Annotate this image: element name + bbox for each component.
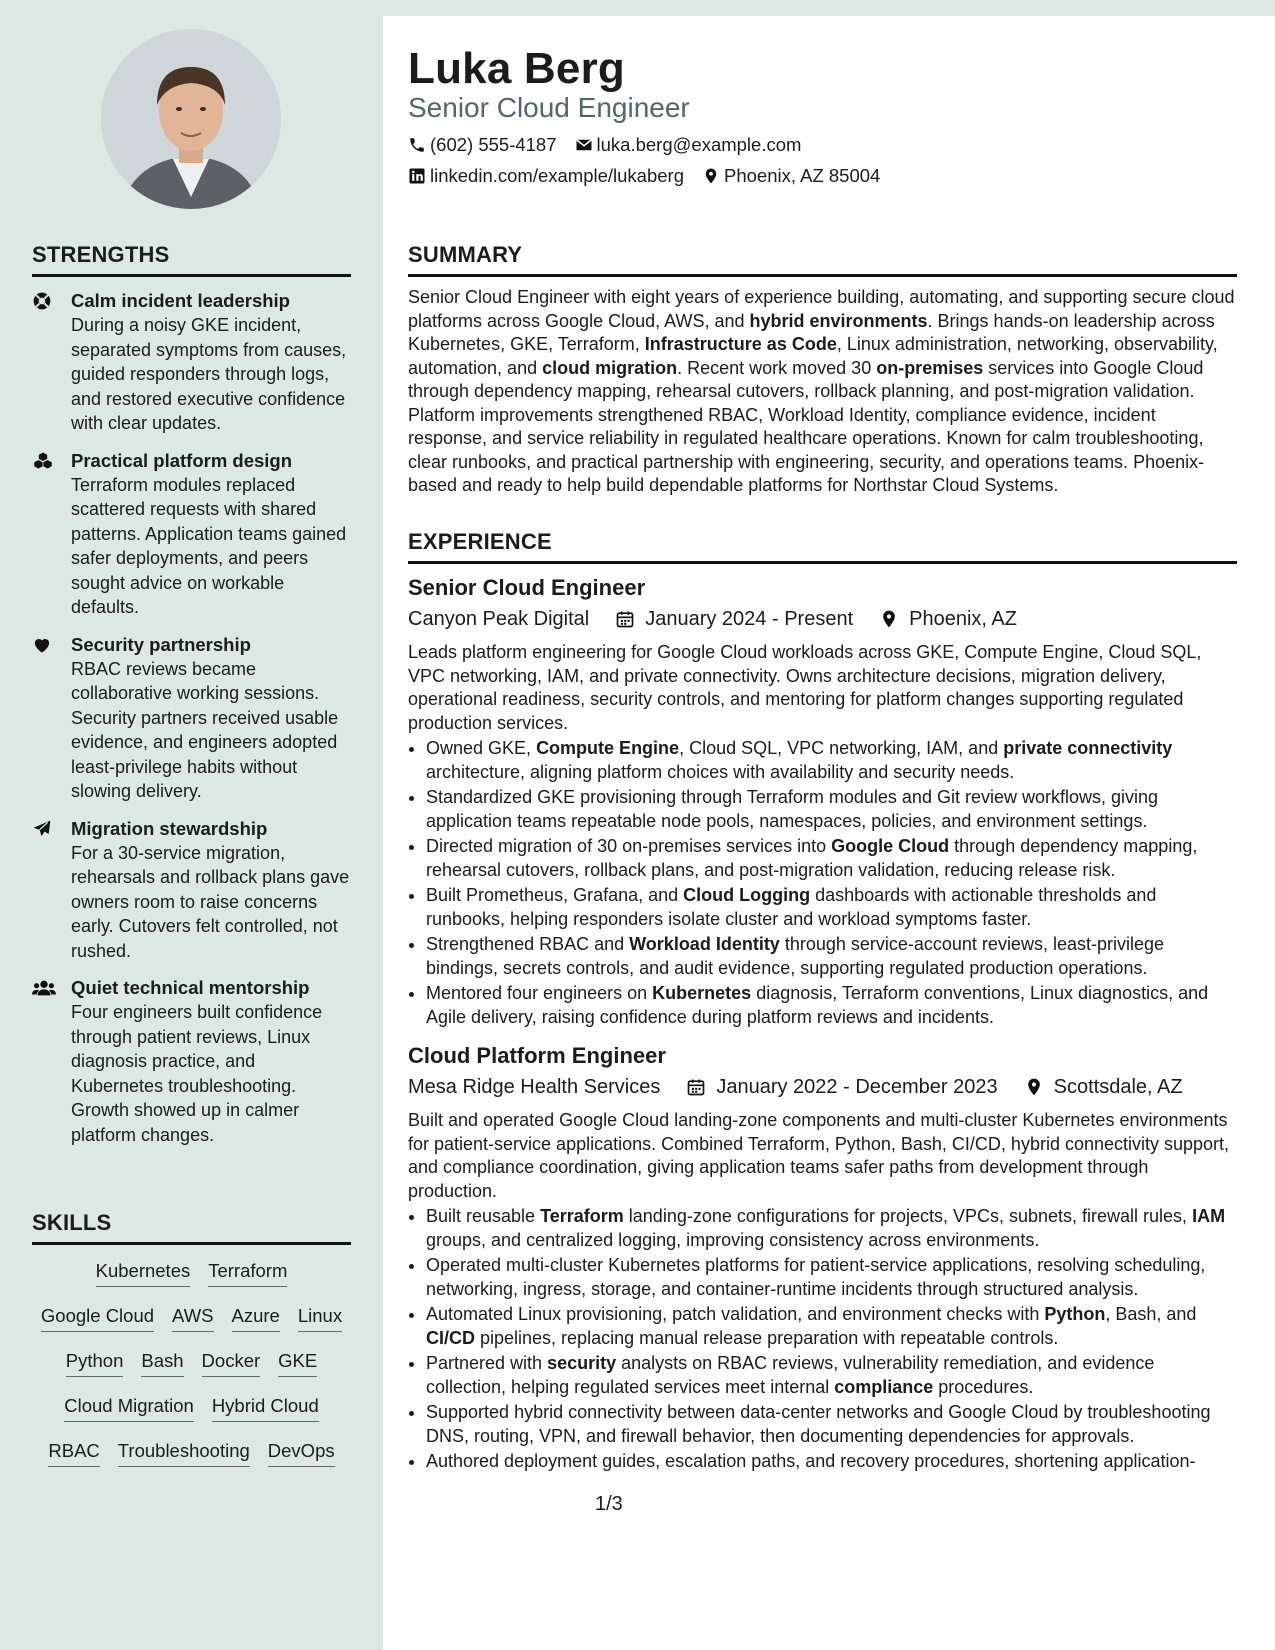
bold-phrase: security [547, 1353, 617, 1373]
jobs-list [408, 574, 1237, 1474]
bold-phrase: IAM [1192, 1206, 1226, 1226]
bold-phrase: on-premises [876, 357, 984, 378]
summary-heading: SUMMARY [408, 242, 1237, 277]
text-run: diagnosis, Terraform conventions, Linux diagnostics, and Agile delivery, raising confidence during platform reviews and incidents. [426, 983, 1209, 1027]
text-run: . Recent work moved 30 [677, 357, 877, 378]
job-bullet [426, 1352, 1237, 1399]
skill-tag: RBAC [48, 1439, 99, 1467]
strength-desc: For a 30-service migration, rehearsals and rollback plans gave owners room to raise concerns early. Cutovers felt controlled, not rushed. [71, 842, 350, 961]
summary-text [408, 286, 1237, 498]
job-bullet [426, 1254, 1237, 1301]
skill-tag: Terraform [208, 1259, 287, 1287]
skill-row [32, 1349, 351, 1377]
job-bullet [426, 737, 1237, 784]
calendar-icon [686, 1077, 706, 1097]
text-run: through dependency mapping, rehearsal cutovers, rollback plans, and post-migration validation, reducing release risk. [426, 836, 1198, 880]
skill-tag: DevOps [268, 1439, 335, 1467]
cubes-icon [32, 451, 54, 471]
experience-heading: EXPERIENCE [408, 529, 1237, 564]
text-run: procedures. [933, 1376, 1034, 1397]
strengths-section [32, 242, 351, 1160]
skills-section [32, 1210, 351, 1484]
heart-icon [32, 635, 54, 655]
skill-tag: GKE [278, 1349, 317, 1377]
skill-row [32, 1259, 351, 1287]
strength-item [32, 817, 351, 964]
bold-phrase: Google Cloud [831, 836, 950, 856]
skill-tag: Linux [298, 1304, 342, 1332]
text-run: Operated multi-cluster Kubernetes platforms for patient-service applications, resolving scheduling, networking, ingress, storage, and container-runtime incidents through structured analysis. [426, 1255, 1206, 1299]
text-run: , Bash, and [1105, 1304, 1197, 1324]
job-bullet [426, 933, 1237, 980]
text-run: Built Prometheus, Grafana, and [426, 885, 684, 905]
text-run: pipelines, replacing manual release preparation with repeatable controls. [475, 1327, 1059, 1348]
job-bullet [426, 982, 1237, 1029]
text-run: Standardized GKE provisioning through Terraform modules and Git review workflows, giving application teams repeatable node pools, namespaces, policies, and environment settings. [426, 787, 1159, 831]
job-title: Senior Cloud Engineer [408, 575, 646, 600]
text-run: , Linux administration, networking, observability, automation, and [408, 334, 1218, 378]
skill-row [32, 1439, 351, 1467]
strength-title: Practical platform design [71, 449, 293, 471]
text-run: Mentored four engineers on [426, 983, 653, 1003]
strength-item [32, 449, 351, 620]
job-entry [408, 574, 1237, 1029]
text-run: Partnered with [426, 1353, 548, 1373]
skills-list [32, 1259, 351, 1467]
location-text: Phoenix, AZ 85004 [724, 165, 881, 186]
bold-phrase: Python [1044, 1304, 1106, 1324]
job-dates: January 2024 - Present [645, 608, 854, 630]
strength-desc: RBAC reviews became collaborative working sessions. Security partners received usable evidence, and engineers adopted least-privilege habits without slowing delivery. [71, 658, 339, 801]
contact-row-1 [408, 134, 801, 156]
skill-tag: Bash [141, 1349, 183, 1377]
paper-plane-icon [32, 819, 54, 839]
job-entry [408, 1042, 1237, 1474]
phone-icon [408, 136, 426, 154]
candidate-name: Luka Berg [408, 44, 625, 93]
skill-row [32, 1394, 351, 1422]
bold-phrase: compliance [834, 1376, 934, 1397]
skill-tag: Hybrid Cloud [212, 1394, 319, 1422]
text-run: Authored deployment guides, escalation paths, and recovery procedures, shortening application- [426, 1451, 1196, 1471]
experience-section [408, 529, 1237, 1476]
job-location: Scottsdale, AZ [1053, 1076, 1183, 1098]
job-meta [408, 605, 1237, 633]
job-title: Cloud Platform Engineer [408, 1043, 666, 1068]
skills-heading: SKILLS [32, 1210, 351, 1245]
job-bullet [426, 1450, 1237, 1474]
strengths-heading: STRENGTHS [32, 242, 351, 277]
strength-desc: During a noisy GKE incident, separated symptoms from causes, guided responders through logs, and restored executive confidence with clear updates. [71, 315, 347, 433]
strength-item [32, 633, 351, 804]
bold-phrase: Cloud Logging [683, 885, 811, 905]
text-run: landing-zone configurations for projects, VPCs, subnets, firewall rules, [623, 1206, 1193, 1226]
job-bullets [408, 1205, 1237, 1474]
job-bullet [426, 1401, 1237, 1448]
text-run: Built reusable [426, 1206, 541, 1226]
job-description: Built and operated Google Cloud landing-zone components and multi-cluster Kubernetes environments for patient-service applications. Combined Terraform, Python, Bash, CI/CD, hybrid connectivity support, and compliance coordination, giving application teams safer paths from development through production. [408, 1110, 1230, 1201]
bold-phrase: Infrastructure as Code [644, 334, 837, 354]
bold-phrase: Compute Engine [536, 738, 680, 758]
skill-tag: Python [66, 1349, 124, 1377]
skill-tag: Google Cloud [41, 1304, 154, 1332]
skill-tag: Troubleshooting [118, 1439, 250, 1467]
phone-number[interactable]: (602) 555-4187 [430, 134, 557, 155]
job-bullet [426, 835, 1237, 882]
job-meta [408, 1073, 1237, 1101]
strength-title: Quiet technical mentorship [71, 977, 310, 998]
strength-desc: Four engineers built confidence through patient reviews, Linux diagnosis practice, and Kubernetes troubleshooting. Growth showed up in calmer platform changes. [71, 1002, 323, 1145]
calendar-icon [615, 609, 635, 629]
job-dates: January 2022 - December 2023 [716, 1076, 998, 1098]
users-icon [32, 978, 54, 998]
skill-tag: Kubernetes [96, 1259, 191, 1287]
text-run: architecture, aligning platform choices with availability and security needs. [426, 761, 1015, 782]
text-run: Owned GKE, [426, 738, 537, 758]
skill-tag: Azure [232, 1304, 280, 1332]
job-bullets [408, 737, 1237, 1029]
profile-photo [101, 29, 281, 209]
text-run: analysts on RBAC reviews, vulnerability remediation, and evidence collection, helping regulated services meet internal [426, 1353, 1155, 1397]
text-run: . Brings hands-on leadership across Kubernetes, GKE, Terraform, [408, 310, 1215, 354]
job-company: Canyon Peak Digital [408, 608, 590, 630]
text-run: groups, and centralized logging, improving consistency across environments. [426, 1229, 1040, 1250]
bold-phrase: Workload Identity [629, 934, 780, 954]
skill-row [32, 1304, 351, 1332]
job-company: Mesa Ridge Health Services [408, 1076, 661, 1098]
skill-tag: Docker [202, 1349, 261, 1377]
bold-phrase: CI/CD [426, 1327, 475, 1348]
envelope-icon [575, 136, 593, 154]
strength-item [32, 289, 351, 436]
strength-title: Calm incident leadership [71, 290, 290, 311]
bold-phrase: private connectivity [1003, 738, 1173, 758]
text-run: Strengthened RBAC and [426, 934, 630, 954]
map-pin-icon [1024, 1077, 1044, 1097]
job-bullet [426, 786, 1237, 833]
bold-phrase: Terraform [540, 1206, 624, 1226]
text-run: through service-account reviews, least-privilege bindings, secrets controls, and audit evidence, supporting regulated production operations. [426, 934, 1164, 978]
job-location: Phoenix, AZ [909, 608, 1017, 630]
job-bullet [426, 884, 1237, 931]
life-ring-icon [32, 291, 54, 311]
text-run: services into Google Cloud through dependency mapping, rehearsal cutovers, rollback planning, and post-migration validation. Platform improvements strengthened RBAC, Workload Identity, compliance evidence, incident response, and service reliability in regulated healthcare operations. Known for calm troubleshooting, clear runbooks, and practical partnership with engineering, security, and operations teams. Phoenix-based and ready to help build dependable platforms for Northstar Cloud Systems. [408, 357, 1205, 495]
job-bullet [426, 1303, 1237, 1350]
text-run: Supported hybrid connectivity between data-center networks and Google Cloud by troubleshooting DNS, routing, VPN, and firewall behavior, then documenting dependencies for approvals. [426, 1402, 1211, 1446]
contact-row-2 [408, 165, 880, 187]
email-address[interactable]: luka.berg@example.com [596, 134, 802, 155]
linkedin-link[interactable]: linkedin.com/example/lukaberg [430, 165, 684, 186]
map-pin-icon [702, 167, 720, 185]
page-number: 1/3 [595, 1493, 623, 1515]
map-pin-icon [879, 609, 899, 629]
main-content [383, 16, 1275, 1650]
job-description: Leads platform engineering for Google Cloud workloads across GKE, Compute Engine, Cloud SQL, VPC networking, IAM, and private connectivity. Owns architecture decisions, migration delivery, operational readiness, security controls, and mentoring for platform changes supporting regulated production services. [408, 642, 1202, 733]
text-run: Automated Linux provisioning, patch validation, and environment checks with [426, 1304, 1045, 1324]
strength-title: Migration stewardship [71, 817, 268, 839]
skill-tag: Cloud Migration [64, 1394, 194, 1422]
text-run: dashboards with actionable thresholds and runbooks, helping responders isolate cluster and workload symptoms faster. [426, 885, 1157, 929]
bold-phrase: Kubernetes [652, 983, 752, 1003]
linkedin-icon [408, 167, 426, 185]
text-run: Senior Cloud Engineer with eight years of experience building, automating, and supporting secure cloud platforms across Google Cloud, AWS, and [408, 287, 1235, 331]
summary-section [408, 242, 1237, 498]
strength-item [32, 976, 351, 1147]
strength-desc: Terraform modules replaced scattered requests with shared patterns. Application teams gained safer deployments, and peers sought advice on workable defaults. [71, 474, 347, 617]
job-bullet [426, 1205, 1237, 1252]
strength-title: Security partnership [71, 633, 251, 655]
strengths-list [32, 289, 351, 1147]
text-run: Directed migration of 30 on-premises services into [426, 836, 832, 856]
bold-phrase: hybrid environments [749, 310, 928, 331]
skill-tag: AWS [172, 1304, 213, 1332]
candidate-role: Senior Cloud Engineer [408, 92, 690, 123]
text-run: , Cloud SQL, VPC networking, IAM, and [679, 738, 1004, 758]
bold-phrase: cloud migration [542, 357, 678, 378]
